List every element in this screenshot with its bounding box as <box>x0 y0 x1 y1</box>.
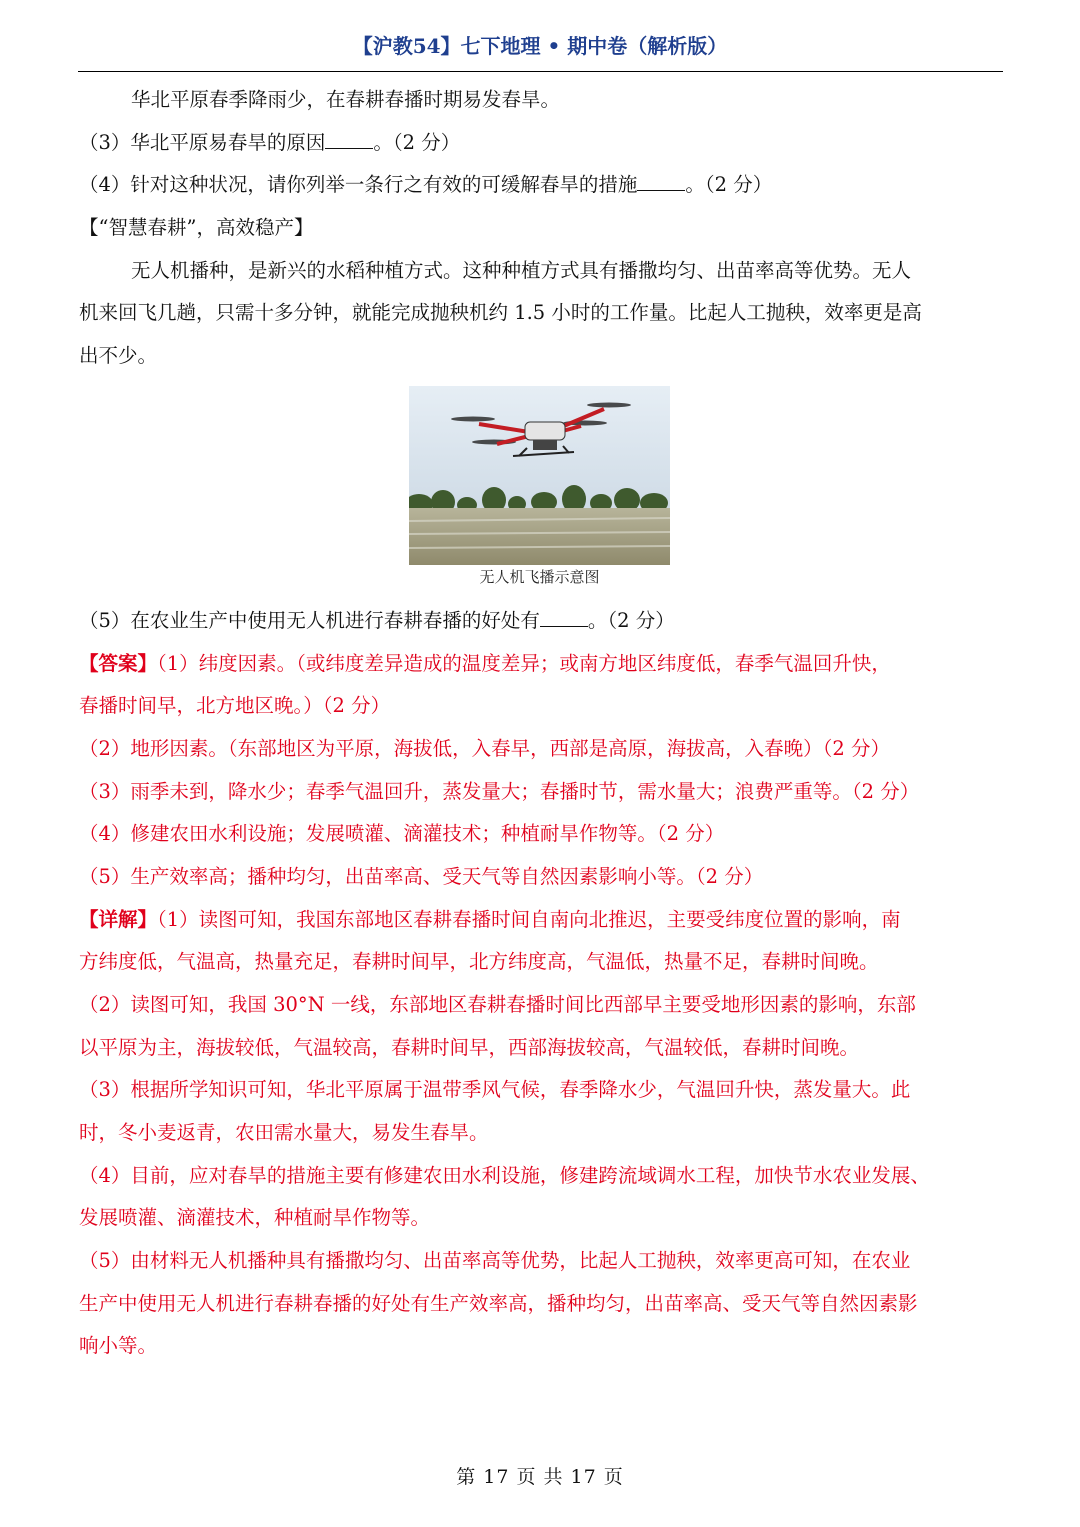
section-paragraph-line: 无人机播种，是新兴的水稻种植方式。这种种植方式具有播撒均匀、出苗率高等优势。无人 <box>131 259 912 282</box>
answer-blank <box>540 608 588 627</box>
detail-line <box>79 906 1004 934</box>
section-paragraph-line: 出不少。 <box>79 344 158 367</box>
detail-line: （4）目前，应对春旱的措施主要有修建农田水利设施，修建跨流域调水工程，加快节水农业发展、 <box>79 1164 930 1187</box>
section-paragraph-line: 机来回飞几趟，只需十多分钟，就能完成抛秧机约 1.5 小时的工作量。比起人工抛秧，效率更是高 <box>79 301 922 324</box>
answer-line: 春播时间早，北方地区晚。）（2 分） <box>79 694 391 717</box>
question-5-text: （5）在农业生产中使用无人机进行春耕春播的好处有 <box>79 609 540 632</box>
question-4 <box>79 171 1004 199</box>
intro-continued-text: 华北平原春季降雨少，在春耕春播时期易发春旱。 <box>131 88 561 111</box>
answer-blank <box>637 172 685 191</box>
page-header-title: 【沪教54】七下地理 • 期中卷（解析版） <box>352 34 728 58</box>
detail-text: （1）读图可知，我国东部地区春耕春播时间自南向北推迟，主要受纬度位置的影响，南 <box>157 908 901 931</box>
page-number: 第 17 页 共 17 页 <box>456 1466 624 1488</box>
question-3 <box>79 129 1004 157</box>
detail-line: 方纬度低，气温高，热量充足，春耕时间早，北方纬度高，气温低，热量不足，春耕时间晚。 <box>79 950 879 973</box>
detail-line: 发展喷灌、滴灌技术，种植耐旱作物等。 <box>79 1206 431 1229</box>
question-4-score: 。（2 分） <box>685 173 773 196</box>
question-3-score: 。（2 分） <box>373 131 461 154</box>
detail-line: 以平原为主，海拔较低，气温较高，春耕时间早，西部海拔较高，气温较低，春耕时间晚。 <box>79 1036 860 1059</box>
answer-text: （1）纬度因素。（或纬度差异造成的温度差异；或南方地区纬度低，春季气温回升快， <box>157 652 891 675</box>
answer-line: （3）雨季未到，降水少；春季气温回升，蒸发量大；春播时节，需水量大；浪费严重等。（2 分） <box>79 780 920 803</box>
detail-line: （3）根据所学知识可知，华北平原属于温带季风气候，春季降水少，气温回升快，蒸发量大。此 <box>79 1078 911 1101</box>
figure-caption: 无人机飞播示意图 <box>479 568 600 586</box>
detail-line: （5）由材料无人机播种具有播撒均匀、出苗率高等优势，比起人工抛秧，效率更高可知，在农业 <box>79 1249 911 1272</box>
answer-blank <box>325 130 373 149</box>
question-5-score: 。（2 分） <box>587 609 675 632</box>
detail-line: （2）读图可知，我国 30°N 一线，东部地区春耕春播时间比西部早主要受地形因素的影响，东部 <box>79 993 916 1016</box>
detail-line: 响小等。 <box>79 1334 158 1357</box>
section-heading: 【“智慧春耕”，高效稳产】 <box>79 216 314 239</box>
question-4-text: （4）针对这种状况，请你列举一条行之有效的可缓解春旱的措施 <box>79 173 638 196</box>
detail-line: 时，冬小麦返青，农田需水量大，易发生春旱。 <box>79 1121 489 1144</box>
answer-line: （2）地形因素。（东部地区为平原，海拔低，入春早，西部是高原，海拔高，入春晚）（2 分） <box>79 737 891 760</box>
answer-line: （4）修建农田水利设施；发展喷灌、滴灌技术；种植耐旱作物等。（2 分） <box>79 822 725 845</box>
answer-line: （5）生产效率高；播种均匀，出苗率高、受天气等自然因素影响小等。（2 分） <box>79 865 764 888</box>
question-5 <box>79 607 1004 635</box>
header-divider <box>78 71 1003 72</box>
detail-line: 生产中使用无人机进行春耕春播的好处有生产效率高，播种均匀，出苗率高、受天气等自然因素影 <box>79 1292 918 1315</box>
question-3-text: （3）华北平原易春旱的原因 <box>79 131 326 154</box>
drone-seeding-photo <box>409 386 670 565</box>
answer-line <box>79 650 1004 678</box>
answer-label: 【答案】 <box>79 652 158 675</box>
detail-label: 【详解】 <box>79 908 158 931</box>
